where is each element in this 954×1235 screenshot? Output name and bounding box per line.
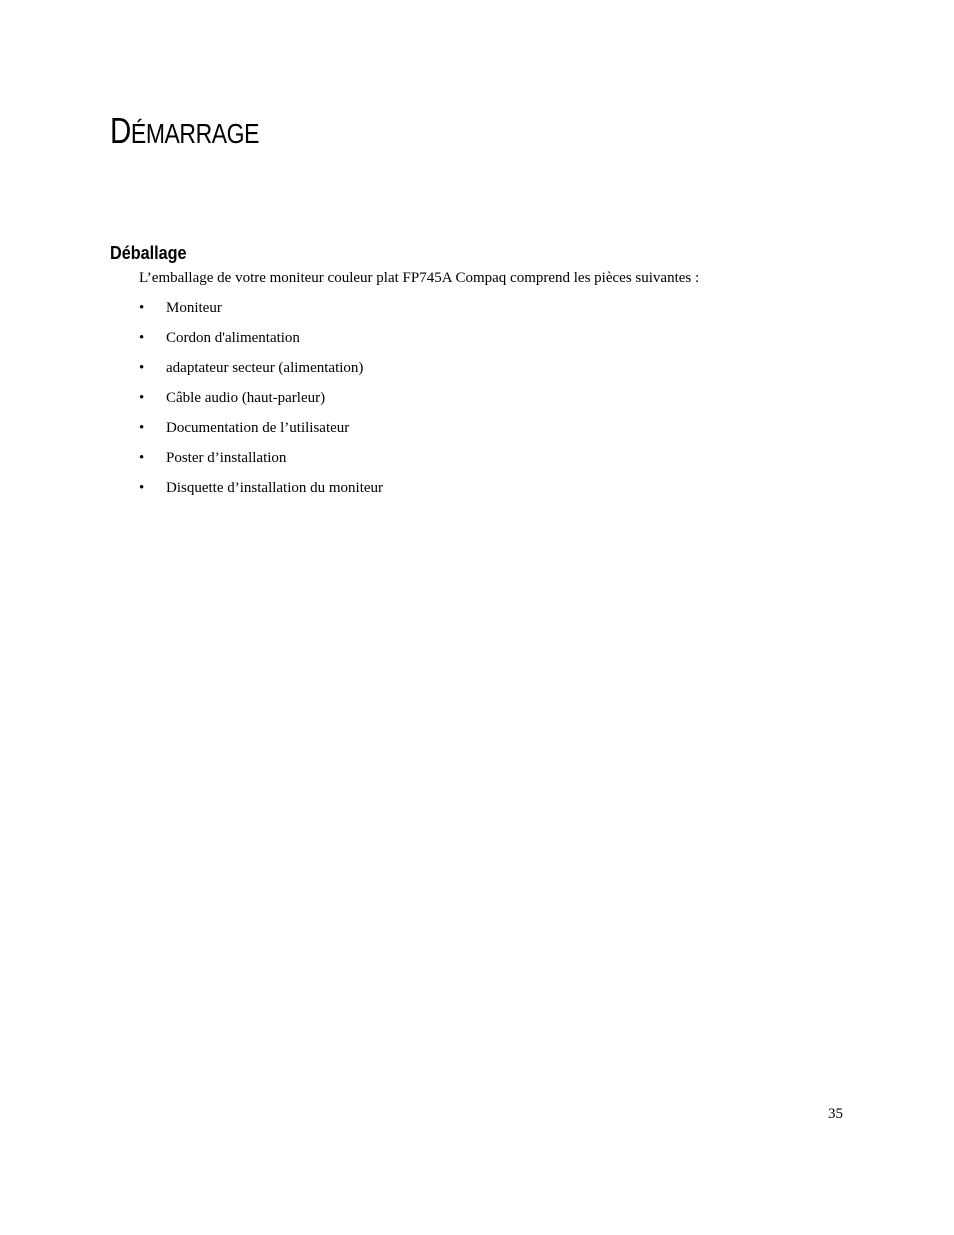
bullet-icon: •: [139, 450, 145, 466]
list-item-text: Moniteur: [166, 300, 222, 316]
list-item-text: Documentation de l’utilisateur: [166, 420, 350, 436]
bullet-icon: •: [139, 300, 145, 316]
bullet-icon: •: [139, 480, 145, 496]
chapter-title-rest: ÉMARRAGE: [130, 118, 260, 149]
list-item-text: Poster d’installation: [166, 450, 287, 466]
intro-paragraph: L’emballage de votre moniteur couleur plat FP745A Compaq comprend les pièces suivantes :: [139, 270, 700, 286]
list-item-text: adaptateur secteur (alimentation): [166, 360, 364, 376]
chapter-title-initial: D: [110, 110, 131, 151]
bullet-icon: •: [139, 390, 145, 406]
bullet-icon: •: [139, 420, 145, 436]
list-item-text: Disquette d’installation du moniteur: [166, 480, 384, 496]
bullet-icon: •: [139, 330, 145, 346]
chapter-title: [110, 108, 259, 157]
bullet-icon: •: [139, 360, 145, 376]
list-item-text: Cordon d'alimentation: [166, 330, 300, 346]
list-item-text: Câble audio (haut-parleur): [166, 390, 326, 406]
section-heading: Déballage: [110, 243, 187, 263]
page-number: 35: [828, 1106, 843, 1122]
